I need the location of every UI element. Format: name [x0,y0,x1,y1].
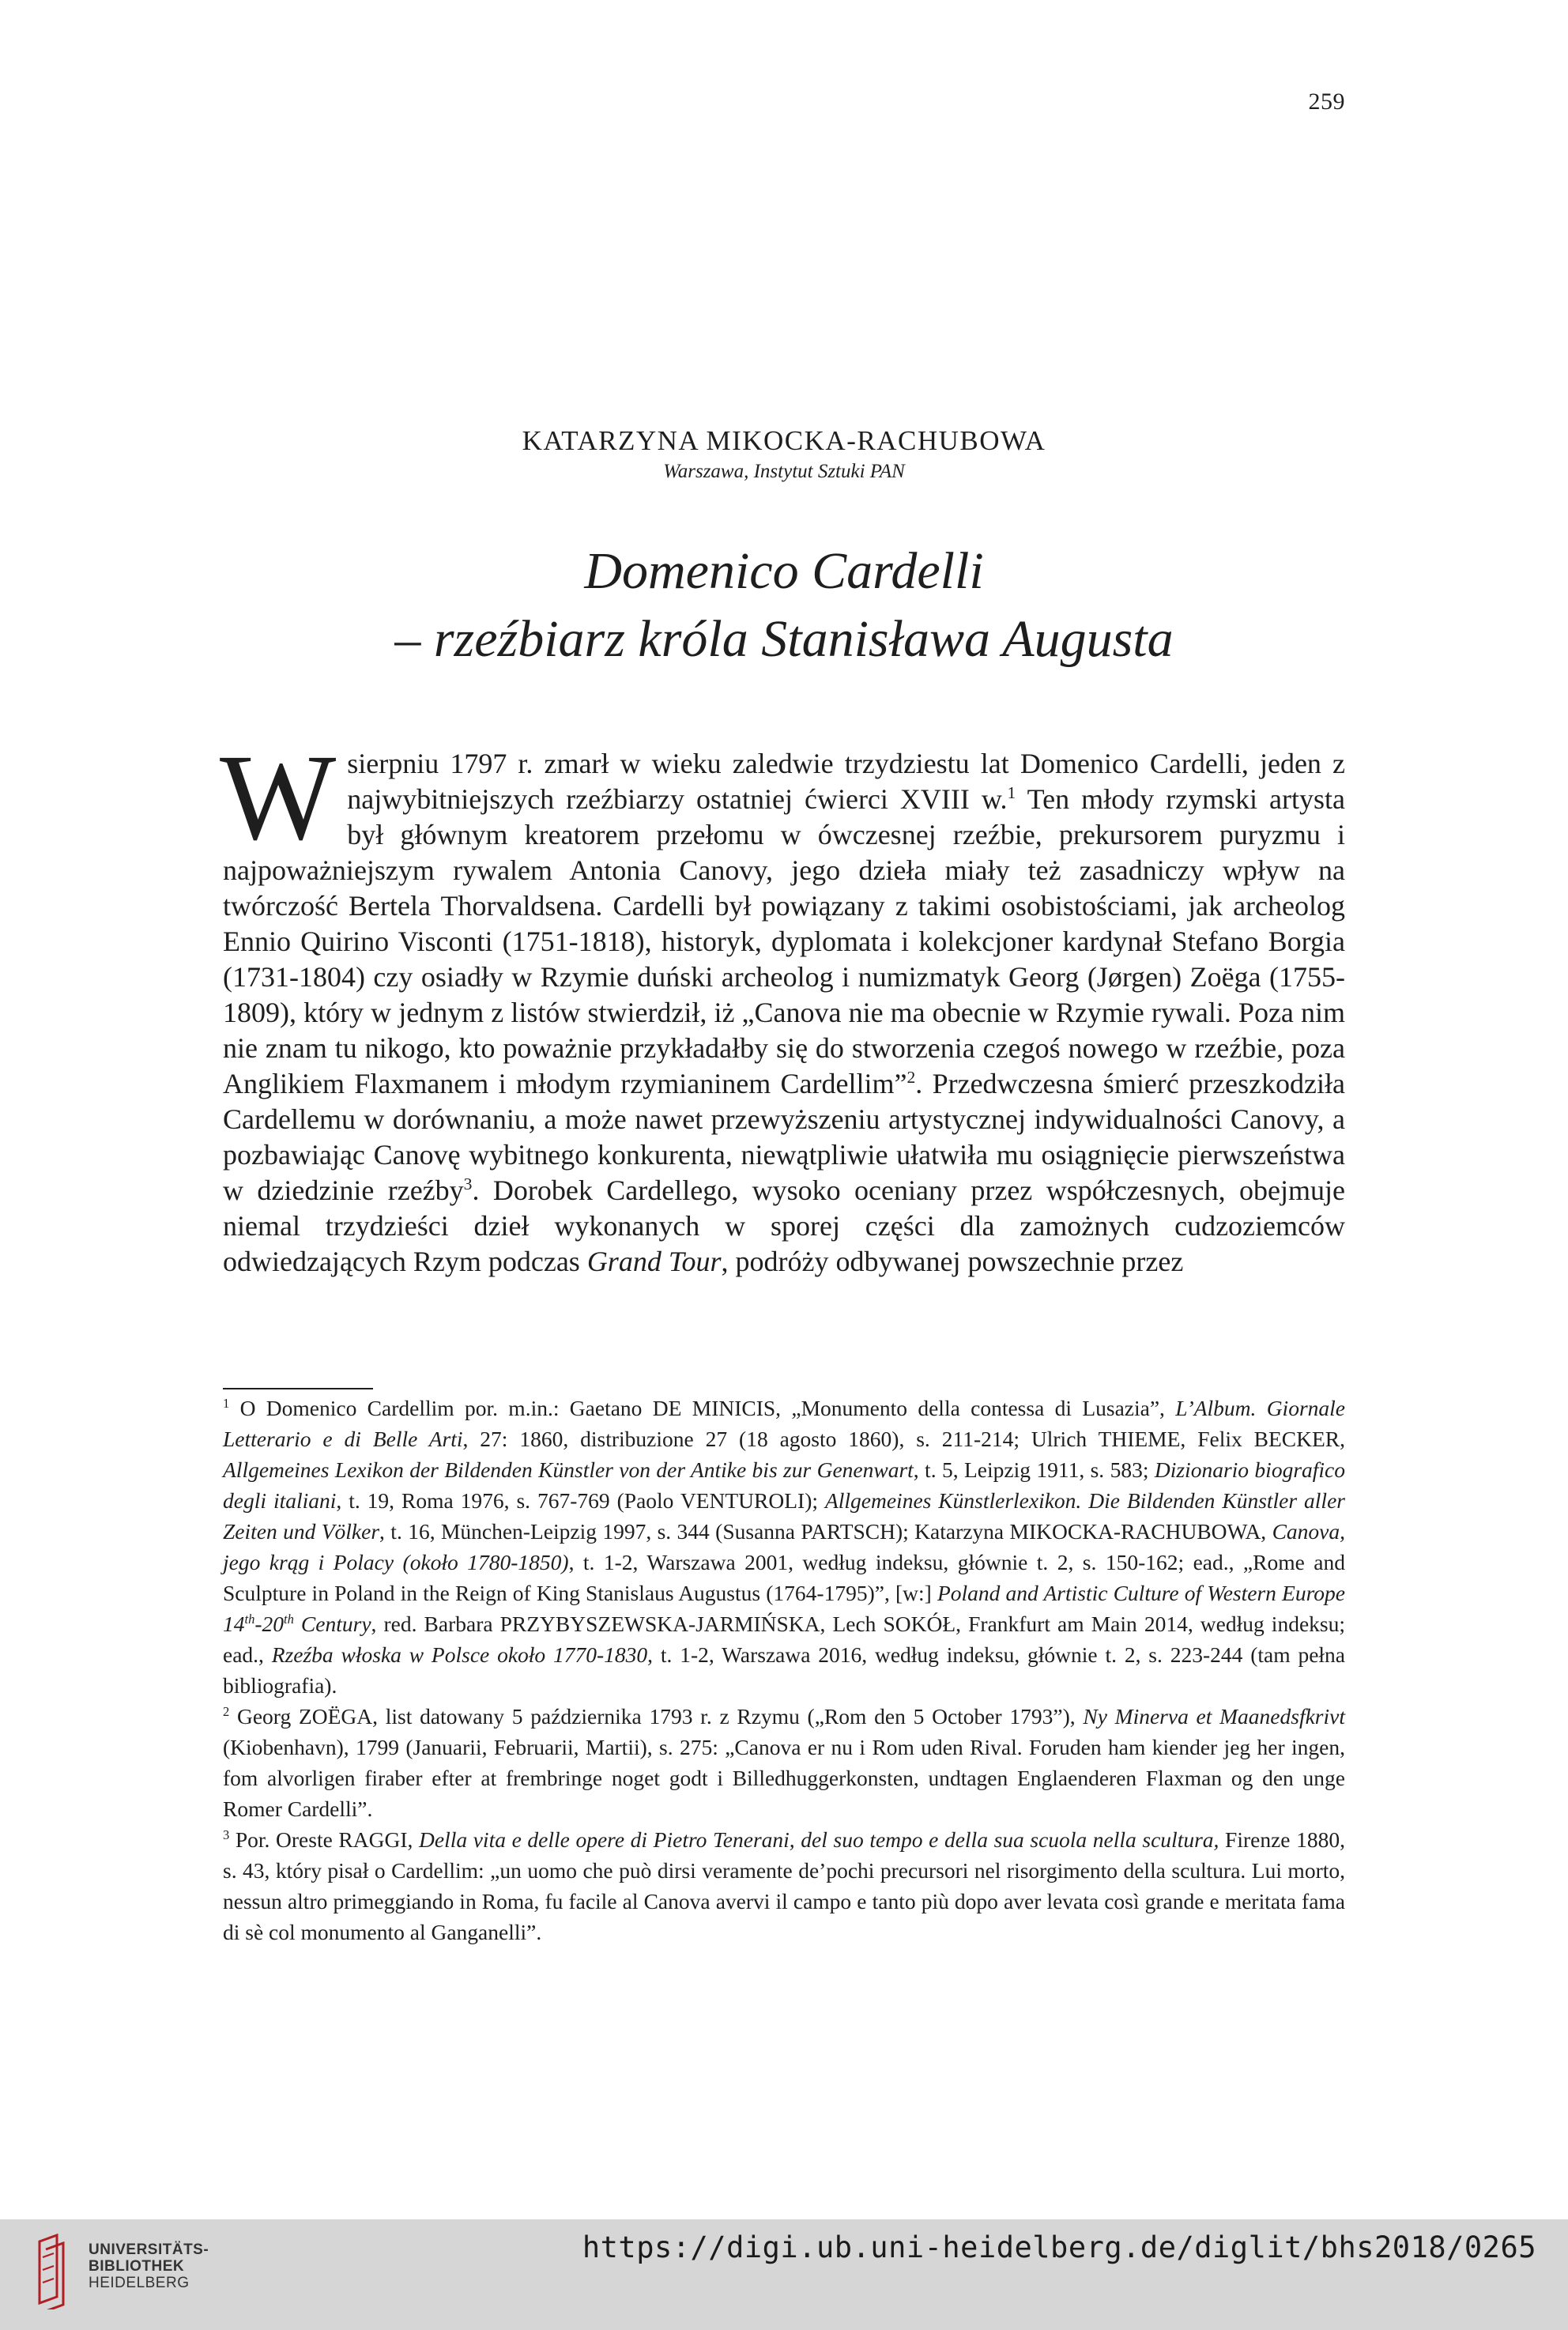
body-text-4: . Dorobek Cardellego, wysoko oceniany przez współczesnych, obejmuje niemal trzydzieści dzieł wykonanych w sporej części dla zamożnych cudzoziemców odwiedzających Rzym podczas [223,1174,1346,1277]
footnote-italic: Dizionario biografico degli italiani [223,1457,1346,1513]
footnote-italic: L’Album. Giornale Letterario e di Belle Arti [223,1396,1345,1451]
footnote-3 [223,1824,1345,1947]
footnote-text: , t. 16, München-Leipzig 1997, s. 344 (Susanna PARTSCH); Katarzyna MIKOCKA-RACHUBOWA, [379,1519,1272,1544]
footnote-italic: Canova, jego krąg i Polacy (około 1780-1850) [223,1519,1345,1574]
footnote-text: Georg ZOËGA, list datowany 5 października 1793 r. z Rzymu („Rom den 5 October 1793”), [229,1704,1084,1729]
footnote-italic: Allgemeines Lexikon der Bildenden Künstler von der Antike bis zur Genenwart [223,1457,914,1482]
footnote-text: , 27: 1860, distribuzione 27 (18 agosto 1860), s. 211-214; Ulrich THIEME, Felix BECKER, [462,1427,1346,1451]
library-logo-icon[interactable] [36,2234,68,2309]
library-name-line-1: UNIVERSITÄTS- [89,2241,209,2258]
footnote-text: , t. 1-2, Warszawa 2016, według indeksu, głównie t. 2, s. 223-244 (tam pełna bibliografia). [223,1642,1345,1698]
footnote-italic: Ny Minerva et Maanedsfkrivt [1083,1704,1345,1729]
author-block [223,424,1345,485]
footnote-text: , t. 19, Roma 1976, s. 767-769 (Paolo VENTUROLI); [336,1488,825,1513]
footnote-number: 3 [223,1827,230,1842]
footnote-superscript: th [244,1611,255,1627]
footnote-italic: Della vita e delle opere di Pietro Tenerani, del suo tempo e della sua scuola nella scultura, [419,1827,1219,1852]
author-affiliation: Warszawa, Instytut Sztuki PAN [663,461,905,482]
body-text-3: . Przedwczesna śmierć przeszkodziła Cardellemu w dorównaniu, a może nawet przewyższeniu artystycznej indywidualności Canovy, a pozbawiając Canovę wybitnego konkurenta, niewątpliwie ułatwiła mu osiągnięcie pierwszeństwa w dziedzinie rzeźby [223,1068,1345,1206]
library-name [89,2241,209,2291]
library-name-line-2: BIBLIOTHEK [89,2258,185,2275]
body-text-1: sierpniu 1797 r. zmarł w wieku zaledwie trzydziestu lat Domenico Cardelli, jeden z najwybitniejszych rzeźbiarzy ostatniej ćwierci XVIII w. [347,748,1345,815]
footnote-1 [223,1393,1345,1701]
footnote-superscript: th [284,1611,294,1627]
footnote-2 [223,1701,1345,1824]
library-name-line-3: HEIDELBERG [89,2275,190,2291]
footnote-italic-part: -20 [254,1612,285,1636]
body-text-italic: Grand Tour [586,1246,722,1277]
footnote-italic-part: Century [293,1612,371,1636]
footnote-text: O Domenico Cardellim por. m.in.: Gaetano DE MINICIS, „Monumento della contessa di Lusazia”, [229,1396,1176,1420]
footnotes [223,1393,1345,1947]
footnote-ref-3[interactable]: 3 [463,1174,473,1193]
footnote-ref-1[interactable]: 1 [1007,783,1016,802]
library-logo-graphic [36,2234,68,2309]
footnote-italic: Rzeźba włoska w Polsce około 1770-1830 [271,1642,648,1667]
footnote-text: , t. 5, Leipzig 1911, s. 583; [913,1457,1155,1482]
footnote-text: , t. 1-2, Warszawa 2001, według indeksu, głównie t. 2, s. 150-162; ead., „Rome and Sculpture in Poland in the Reign of King Stanislaus Augustus (1764-1795)”, [w:] [223,1550,1345,1605]
footnote-italic-part: Poland and Artistic Culture of Western Europe 14 [223,1581,1345,1636]
title-line-2: – rzeźbiarz króla Stanisława Augusta [394,610,1174,668]
footnote-text: , red. Barbara PRZYBYSZEWSKA-JARMIŃSKA, Lech SOKÓŁ, Frankfurt am Main 2014, według indeksu; ead., [223,1612,1345,1667]
body-text-2: Ten młody rzymski artysta był głównym kreatorem przełomu w ówczesnej rzeźbie, prekursorem puryzmu i najpoważniejszym rywalem Antonia Canovy, jego dzieła miały też zasadniczy wpływ na twórczość Bertela Thorvaldsena. Cardelli był powiązany z takimi osobistościami, jak archeolog Ennio Quirino Visconti (1751-1818), historyk, dyplomata i kolekcjoner kardynał Stefano Borgia (1731-1804) czy osiadły w Rzymie duński archeolog i numizmatyk Georg (Jørgen) Zoëga (1755-1809), który w jednym z listów stwierdził, iż „Canova nie ma obecnie w Rzymie rywali. Poza nim nie znam tu nikogo, kto poważnie przykładałby się do stworzenia czegoś nowego w rzeźbie, poza Anglikiem Flaxmanem i młodym rzymianinem Cardellim” [223,783,1346,1099]
footnote-number: 1 [223,1395,230,1411]
drop-cap: W [220,729,337,865]
footnote-text: Por. Oreste RAGGI, [229,1827,420,1852]
footnote-text: (Kiobenhavn), 1799 (Januarii, Februarii, Martii), s. 275: „Canova er nu i Rom uden Rival. Foruden ham kiender jeg her ingen, fom alvorligen firaber efter at frembringe noget godt i Billedhuggerkonsten, undtagen Englaenderen Flaxman og den unge Romer Cardelli”. [223,1735,1345,1821]
footnote-italic: Allgemeines Künstlerlexikon. Die Bildenden Künstler aller Zeiten und Völker [223,1488,1345,1544]
page-number: 259 [1308,89,1345,115]
footnote-number: 2 [223,1703,230,1719]
author-name: KATARZYNA MIKOCKA-RACHUBOWA [522,425,1046,456]
permalink-url[interactable]: https://digi.ub.uni-heidelberg.de/diglit/bhs2018/0265 [582,2230,1536,2264]
footnote-text: Firenze 1880, s. 43, który pisał o Cardellim: „un uomo che può dirsi veramente de’pochi precursori nel risorgimento della scultura. Lui morto, nessun altro primeggiando in Roma, fu facile al Canova avervi il campo e tanto più dopo aver levata così grande e meritata fama di sè col monumento al Ganganelli”. [223,1827,1345,1944]
body-text-5: , podróży odbywanej powszechnie przez [721,1246,1184,1277]
article-title [223,537,1345,673]
title-line-1: Domenico Cardelli [584,542,984,600]
footnote-separator [223,1388,373,1389]
body-paragraph [220,729,1346,1280]
footnote-ref-2[interactable]: 2 [906,1068,916,1087]
